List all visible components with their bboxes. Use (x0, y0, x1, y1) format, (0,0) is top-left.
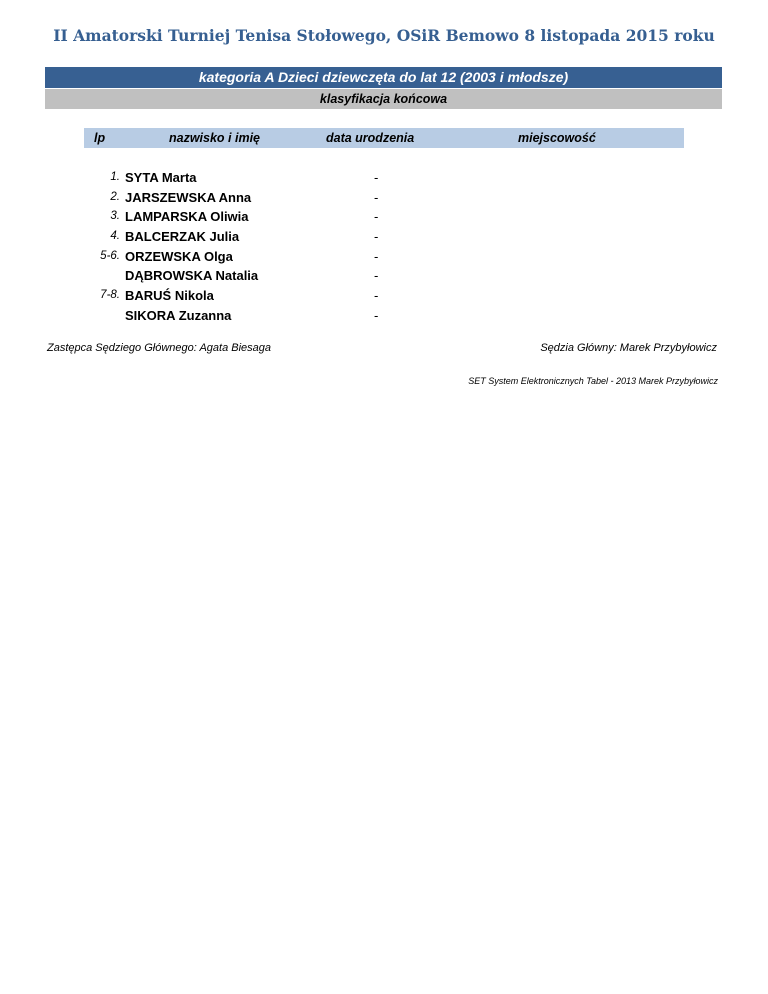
player-name: DĄBROWSKA Natalia (125, 268, 259, 284)
player-name: LAMPARSKA Oliwia (125, 209, 249, 225)
table-row (0, 266, 768, 286)
rank: 5-6. (100, 249, 120, 262)
results-table (0, 168, 768, 326)
player-name: JARSZEWSKA Anna (125, 189, 252, 205)
birth-date: - (374, 307, 379, 323)
table-row (0, 286, 768, 306)
birth-date: - (374, 268, 379, 284)
header-birth-date: data urodzenia (326, 131, 415, 145)
chief-referee-signature: Sędzia Główny: Marek Przybyłowicz (540, 342, 717, 354)
player-name: SYTA Marta (125, 170, 197, 185)
header-name: nazwisko i imię (169, 131, 261, 145)
category-banner: kategoria A Dzieci dziewczęta do lat 12 (2003 i młodsze) (45, 67, 722, 88)
table-row (0, 247, 768, 267)
table-header (84, 128, 684, 148)
birth-date: - (374, 229, 379, 245)
header-place: miejscowość (518, 131, 596, 145)
rank: 3. (110, 210, 120, 223)
birth-date: - (374, 248, 379, 264)
page-title: II Amatorski Turniej Tenisa Stołowego, OSiR Bemowo 8 listopada 2015 roku (53, 26, 715, 45)
rank: 1. (110, 171, 120, 183)
classification-banner: klasyfikacja końcowa (45, 89, 722, 109)
rank: 7-8. (100, 289, 120, 302)
player-name: BARUŚ Nikola (125, 288, 214, 304)
table-row (0, 207, 768, 227)
header-lp: lp (94, 131, 106, 145)
player-name: ORZEWSKA Olga (125, 248, 233, 264)
table-row (0, 306, 768, 326)
table-row (0, 188, 768, 208)
player-name: BALCERZAK Julia (125, 229, 240, 245)
table-row (0, 168, 768, 188)
rank: 4. (110, 230, 120, 243)
player-name: SIKORA Zuzanna (125, 307, 232, 323)
birth-date: - (374, 170, 379, 185)
deputy-referee-signature: Zastępca Sędziego Głównego: Agata Biesaga (47, 342, 272, 354)
table-row (0, 227, 768, 247)
footer-credit: SET System Elektronicznych Tabel - 2013 Marek Przybyłowicz (468, 376, 718, 386)
birth-date: - (374, 189, 379, 205)
birth-date: - (374, 209, 379, 225)
birth-date: - (374, 288, 379, 304)
rank: 2. (110, 190, 120, 203)
